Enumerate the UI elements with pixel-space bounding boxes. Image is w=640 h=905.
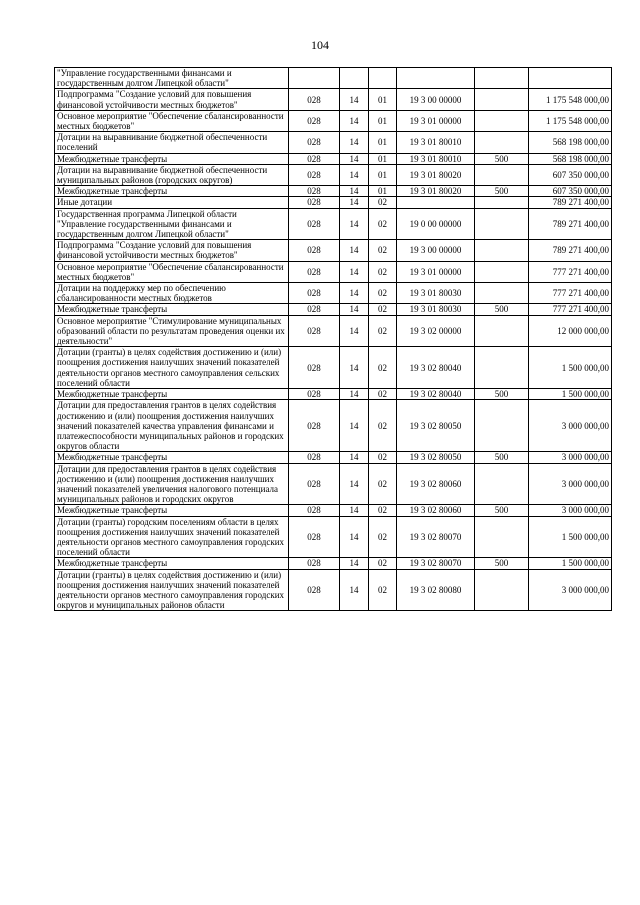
section-code-cell: 14	[340, 315, 369, 347]
target-article-cell: 19 3 02 80080	[397, 569, 475, 611]
table-row	[55, 89, 612, 110]
expense-kind-cell	[475, 164, 529, 185]
subsection-code-cell: 02	[369, 463, 397, 505]
amount-cell: 789 271 400,00	[529, 208, 612, 240]
subsection-code-cell: 02	[369, 315, 397, 347]
amount-cell: 3 000 000,00	[529, 452, 612, 463]
row-name-cell: Дотации (гранты) в целях содействия достижению и (или) поощрения достижения наилучших значений показателей деятельности органов местного самоуправления сельских поселений области	[55, 347, 289, 389]
expense-kind-cell	[475, 110, 529, 131]
target-article-cell: 19 3 02 80040	[397, 389, 475, 400]
table-row	[55, 186, 612, 197]
expense-kind-cell: 500	[475, 153, 529, 164]
amount-cell: 789 271 400,00	[529, 197, 612, 208]
amount-cell: 1 175 548 000,00	[529, 89, 612, 110]
row-name-cell: Иные дотации	[55, 197, 289, 208]
amount-cell: 777 271 400,00	[529, 261, 612, 282]
expense-kind-cell	[475, 208, 529, 240]
expense-kind-cell: 500	[475, 304, 529, 315]
ministry-code-cell: 028	[289, 569, 340, 611]
ministry-code-cell: 028	[289, 516, 340, 558]
section-code-cell: 14	[340, 400, 369, 452]
amount-cell: 1 500 000,00	[529, 389, 612, 400]
amount-cell: 568 198 000,00	[529, 153, 612, 164]
amount-cell	[529, 68, 612, 89]
row-name-cell: Государственная программа Липецкой области "Управление государственными финансами и государственным долгом Липецкой области"	[55, 208, 289, 240]
section-code-cell: 14	[340, 208, 369, 240]
amount-cell: 1 500 000,00	[529, 558, 612, 569]
target-article-cell: 19 3 01 00000	[397, 110, 475, 131]
amount-cell: 3 000 000,00	[529, 569, 612, 611]
target-article-cell: 19 3 02 80050	[397, 400, 475, 452]
row-name-cell: Межбюджетные трансферты	[55, 153, 289, 164]
table-row	[55, 389, 612, 400]
table-row	[55, 304, 612, 315]
amount-cell: 607 350 000,00	[529, 186, 612, 197]
section-code-cell: 14	[340, 153, 369, 164]
table-body	[55, 68, 612, 611]
section-code-cell: 14	[340, 283, 369, 304]
ministry-code-cell: 028	[289, 240, 340, 261]
target-article-cell	[397, 197, 475, 208]
ministry-code-cell: 028	[289, 315, 340, 347]
expense-kind-cell	[475, 400, 529, 452]
ministry-code-cell: 028	[289, 505, 340, 516]
table-row	[55, 315, 612, 347]
subsection-code-cell: 01	[369, 164, 397, 185]
row-name-cell: Дотации на выравнивание бюджетной обеспеченности поселений	[55, 132, 289, 153]
subsection-code-cell: 02	[369, 569, 397, 611]
target-article-cell: 19 3 02 80060	[397, 463, 475, 505]
table-row	[55, 516, 612, 558]
ministry-code-cell: 028	[289, 197, 340, 208]
ministry-code-cell: 028	[289, 400, 340, 452]
ministry-code-cell: 028	[289, 164, 340, 185]
section-code-cell: 14	[340, 452, 369, 463]
section-code-cell: 14	[340, 463, 369, 505]
target-article-cell: 19 3 01 80030	[397, 304, 475, 315]
expense-kind-cell	[475, 463, 529, 505]
section-code-cell: 14	[340, 261, 369, 282]
ministry-code-cell: 028	[289, 208, 340, 240]
ministry-code-cell: 028	[289, 558, 340, 569]
subsection-code-cell: 01	[369, 110, 397, 131]
amount-cell: 3 000 000,00	[529, 463, 612, 505]
amount-cell: 1 500 000,00	[529, 347, 612, 389]
table-row	[55, 347, 612, 389]
subsection-code-cell: 01	[369, 132, 397, 153]
expense-kind-cell: 500	[475, 452, 529, 463]
target-article-cell: 19 3 00 00000	[397, 240, 475, 261]
table-row	[55, 558, 612, 569]
subsection-code-cell: 02	[369, 240, 397, 261]
subsection-code-cell: 02	[369, 505, 397, 516]
ministry-code-cell: 028	[289, 89, 340, 110]
section-code-cell: 14	[340, 516, 369, 558]
ministry-code-cell: 028	[289, 283, 340, 304]
row-name-cell: Дотации (гранты) городским поселениям области в целях поощрения достижения наилучших значений показателей деятельности органов местного самоуправления городских поселений области	[55, 516, 289, 558]
subsection-code-cell: 02	[369, 197, 397, 208]
ministry-code-cell: 028	[289, 347, 340, 389]
subsection-code-cell: 02	[369, 516, 397, 558]
amount-cell: 3 000 000,00	[529, 505, 612, 516]
row-name-cell: Основное мероприятие "Стимулирование муниципальных образований области по результатам проведения оценки их деятельности"	[55, 315, 289, 347]
section-code-cell	[340, 68, 369, 89]
row-name-cell: Межбюджетные трансферты	[55, 452, 289, 463]
expense-kind-cell	[475, 315, 529, 347]
table-row	[55, 452, 612, 463]
target-article-cell: 19 3 01 00000	[397, 261, 475, 282]
row-name-cell: Дотации на поддержку мер по обеспечению сбалансированности местных бюджетов	[55, 283, 289, 304]
amount-cell: 777 271 400,00	[529, 283, 612, 304]
subsection-code-cell: 01	[369, 153, 397, 164]
row-name-cell: Межбюджетные трансферты	[55, 304, 289, 315]
target-article-cell: 19 3 02 00000	[397, 315, 475, 347]
subsection-code-cell: 02	[369, 304, 397, 315]
subsection-code-cell: 02	[369, 261, 397, 282]
section-code-cell: 14	[340, 164, 369, 185]
target-article-cell: 19 3 02 80060	[397, 505, 475, 516]
section-code-cell: 14	[340, 132, 369, 153]
section-code-cell: 14	[340, 89, 369, 110]
section-code-cell: 14	[340, 389, 369, 400]
table-row	[55, 240, 612, 261]
target-article-cell	[397, 68, 475, 89]
row-name-cell: Дотации (гранты) в целях содействия достижению и (или) поощрения достижения наилучших значений показателей деятельности органов местного самоуправления городских округов и муниципальных районов области	[55, 569, 289, 611]
expense-kind-cell	[475, 240, 529, 261]
ministry-code-cell: 028	[289, 186, 340, 197]
ministry-code-cell	[289, 68, 340, 89]
table-row	[55, 505, 612, 516]
target-article-cell: 19 3 02 80070	[397, 558, 475, 569]
amount-cell: 1 175 548 000,00	[529, 110, 612, 131]
amount-cell: 789 271 400,00	[529, 240, 612, 261]
amount-cell: 3 000 000,00	[529, 400, 612, 452]
table-row	[55, 463, 612, 505]
target-article-cell: 19 3 00 00000	[397, 89, 475, 110]
target-article-cell: 19 3 01 80020	[397, 164, 475, 185]
target-article-cell: 19 3 01 80010	[397, 153, 475, 164]
row-name-cell: Межбюджетные трансферты	[55, 558, 289, 569]
target-article-cell: 19 3 01 80020	[397, 186, 475, 197]
table-row	[55, 164, 612, 185]
subsection-code-cell: 02	[369, 389, 397, 400]
ministry-code-cell: 028	[289, 110, 340, 131]
ministry-code-cell: 028	[289, 132, 340, 153]
target-article-cell: 19 3 02 80070	[397, 516, 475, 558]
amount-cell: 777 271 400,00	[529, 304, 612, 315]
subsection-code-cell: 02	[369, 208, 397, 240]
target-article-cell: 19 0 00 00000	[397, 208, 475, 240]
table-row	[55, 68, 612, 89]
section-code-cell: 14	[340, 304, 369, 315]
expense-kind-cell	[475, 569, 529, 611]
amount-cell: 607 350 000,00	[529, 164, 612, 185]
amount-cell: 568 198 000,00	[529, 132, 612, 153]
row-name-cell: Подпрограмма "Создание условий для повышения финансовой устойчивости местных бюджетов"	[55, 240, 289, 261]
expense-kind-cell: 500	[475, 558, 529, 569]
ministry-code-cell: 028	[289, 304, 340, 315]
subsection-code-cell: 02	[369, 283, 397, 304]
table-row	[55, 197, 612, 208]
section-code-cell: 14	[340, 240, 369, 261]
expense-kind-cell	[475, 261, 529, 282]
target-article-cell: 19 3 02 80040	[397, 347, 475, 389]
table-row	[55, 110, 612, 131]
row-name-cell: Дотации для предоставления грантов в целях содействия достижению и (или) поощрения достижения наилучших значений показателей качества управления финансами и платежеспособности муниципальных районов и городских округов области	[55, 400, 289, 452]
row-name-cell: Межбюджетные трансферты	[55, 186, 289, 197]
section-code-cell: 14	[340, 558, 369, 569]
subsection-code-cell: 01	[369, 89, 397, 110]
expense-kind-cell	[475, 68, 529, 89]
row-name-cell: "Управление государственными финансами и государственным долгом Липецкой области"	[55, 68, 289, 89]
subsection-code-cell: 02	[369, 400, 397, 452]
expense-kind-cell	[475, 283, 529, 304]
subsection-code-cell: 02	[369, 452, 397, 463]
section-code-cell: 14	[340, 505, 369, 516]
ministry-code-cell: 028	[289, 261, 340, 282]
expense-kind-cell: 500	[475, 505, 529, 516]
expense-kind-cell	[475, 347, 529, 389]
subsection-code-cell: 02	[369, 558, 397, 569]
subsection-code-cell: 01	[369, 186, 397, 197]
table-row	[55, 132, 612, 153]
section-code-cell: 14	[340, 197, 369, 208]
page-number: 104	[311, 38, 329, 52]
expense-kind-cell	[475, 132, 529, 153]
ministry-code-cell: 028	[289, 389, 340, 400]
row-name-cell: Межбюджетные трансферты	[55, 505, 289, 516]
ministry-code-cell: 028	[289, 452, 340, 463]
row-name-cell: Основное мероприятие "Обеспечение сбалансированности местных бюджетов"	[55, 261, 289, 282]
section-code-cell: 14	[340, 569, 369, 611]
section-code-cell: 14	[340, 347, 369, 389]
expense-kind-cell: 500	[475, 186, 529, 197]
row-name-cell: Дотации для предоставления грантов в целях содействия достижению и (или) поощрения достижения наилучших значений показателей увеличения налогового потенциала муниципальных районов и городских округов	[55, 463, 289, 505]
subsection-code-cell	[369, 68, 397, 89]
expense-kind-cell	[475, 197, 529, 208]
table-row	[55, 153, 612, 164]
table-row	[55, 283, 612, 304]
amount-cell: 12 000 000,00	[529, 315, 612, 347]
target-article-cell: 19 3 02 80050	[397, 452, 475, 463]
budget-table	[54, 67, 612, 611]
table-row	[55, 208, 612, 240]
target-article-cell: 19 3 01 80030	[397, 283, 475, 304]
row-name-cell: Подпрограмма "Создание условий для повышения финансовой устойчивости местных бюджетов"	[55, 89, 289, 110]
ministry-code-cell: 028	[289, 463, 340, 505]
section-code-cell: 14	[340, 110, 369, 131]
expense-kind-cell	[475, 516, 529, 558]
target-article-cell: 19 3 01 80010	[397, 132, 475, 153]
row-name-cell: Межбюджетные трансферты	[55, 389, 289, 400]
table-row	[55, 569, 612, 611]
expense-kind-cell	[475, 89, 529, 110]
row-name-cell: Дотации на выравнивание бюджетной обеспеченности муниципальных районов (городских округов)	[55, 164, 289, 185]
row-name-cell: Основное мероприятие "Обеспечение сбалансированности местных бюджетов"	[55, 110, 289, 131]
ministry-code-cell: 028	[289, 153, 340, 164]
section-code-cell: 14	[340, 186, 369, 197]
expense-kind-cell: 500	[475, 389, 529, 400]
amount-cell: 1 500 000,00	[529, 516, 612, 558]
table-row	[55, 261, 612, 282]
subsection-code-cell: 02	[369, 347, 397, 389]
table-row	[55, 400, 612, 452]
